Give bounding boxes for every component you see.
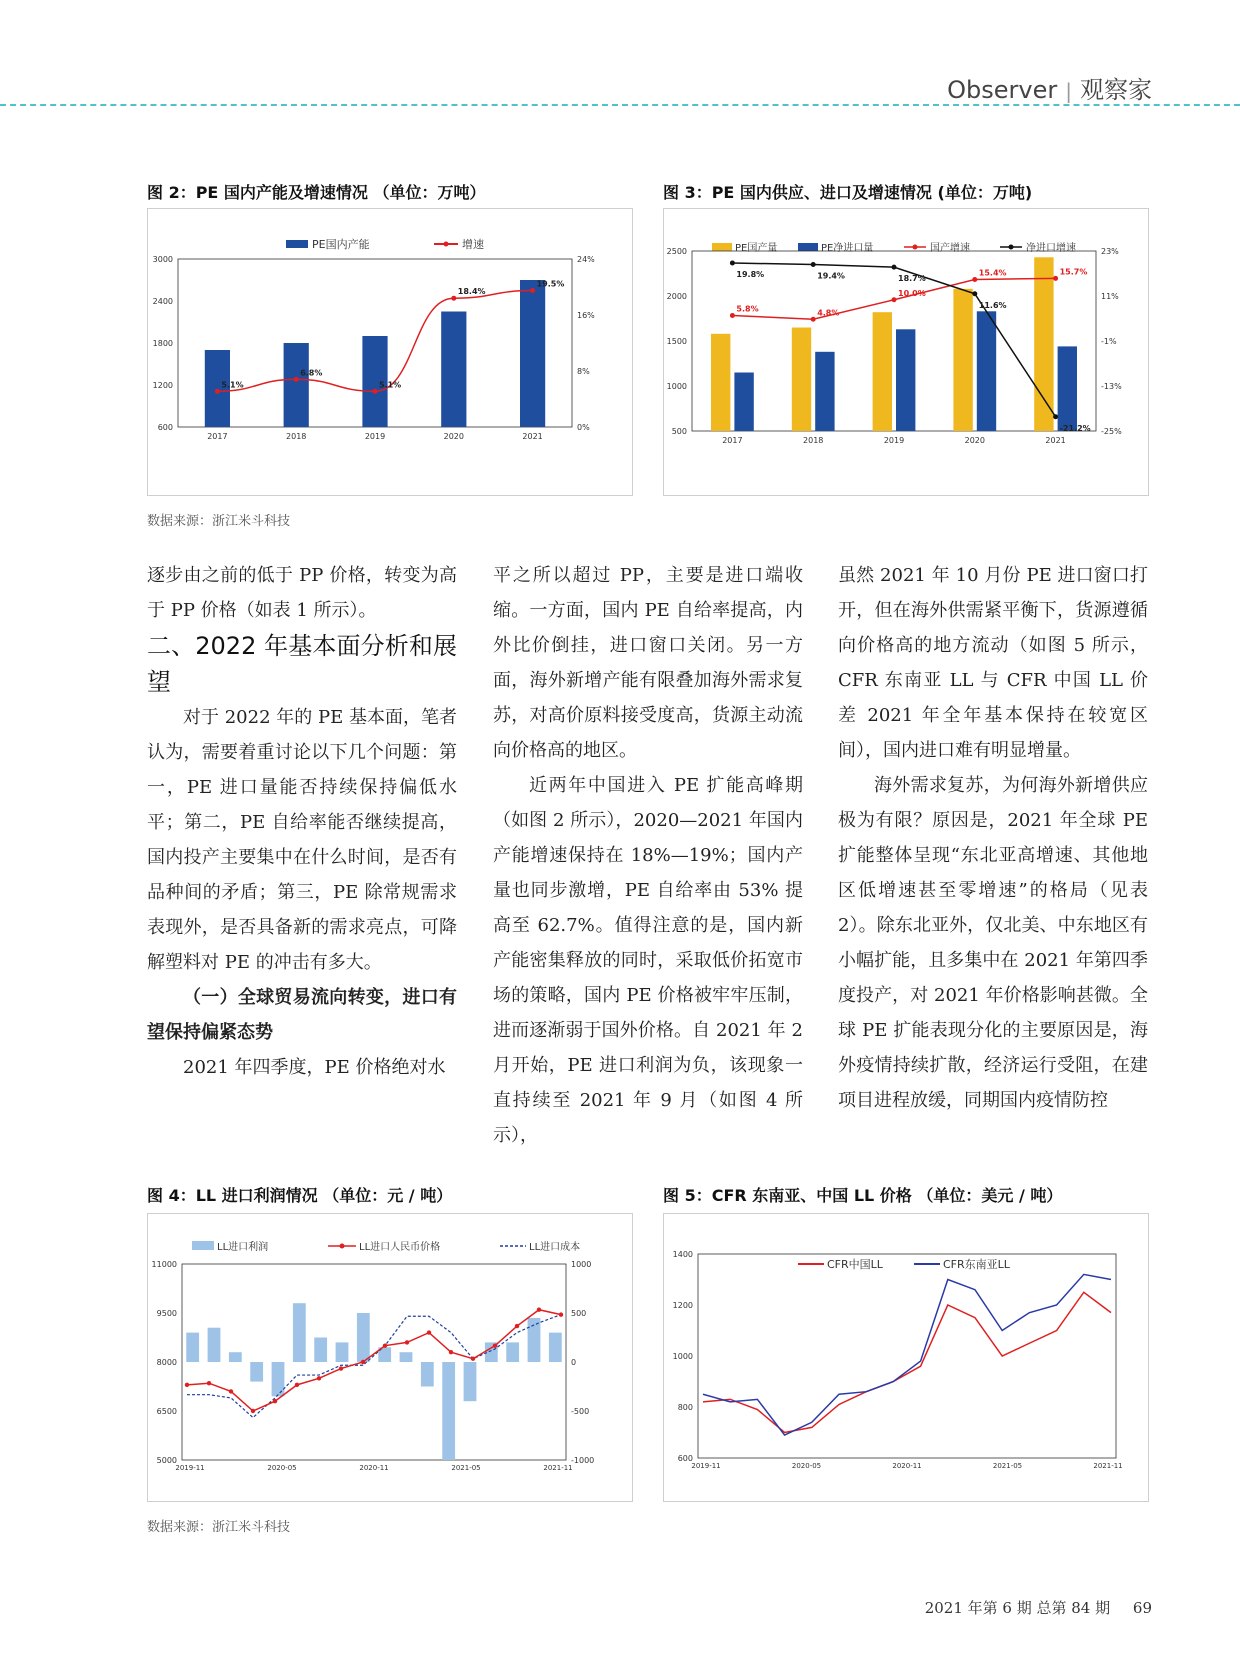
col3-paragraph-1: 虽然 2021 年 10 月份 PE 进口窗口打开，但在海外供需紧平衡下，货源遵循向价格高的地方流动（如图 5 所示，CFR 东南亚 LL 与 CFR 中国 LL 价差 2021 年全年基本保持在较宽区间），国内进口难有明显增量。 <box>838 565 1148 761</box>
point-LL进口人民币价格 <box>339 1366 343 1370</box>
y-tick-label: 1500 <box>666 337 687 346</box>
data-label: 18.7% <box>898 274 926 284</box>
fig4-legend-0: LL进口利润 <box>217 1242 269 1253</box>
y-tick-label: 600 <box>157 423 173 432</box>
y-tick-label: 1000 <box>672 1352 693 1361</box>
data-label: 19.5% <box>536 279 565 289</box>
data-label: 6.8% <box>300 368 323 378</box>
col3-paragraph-2: 海外需求复苏，为何海外新增供应极为有限？原因是，2021 年全球 PE 扩能整体呈现“东北亚高增速、其他地区低增速甚至零增速”的格局（见表 2）。除东北亚外，仅北美、中东地区有小幅扩能，且多集中在 2021 年第四季度投产，对 2021 年价格影响甚微。全球 PE 扩能表现分化的主要原因是，海外疫情持续扩散，经济运行受阻，在建项目进程放缓，同期国内疫情防控 <box>838 775 1148 1111</box>
page-number: 69 <box>1132 1599 1152 1617</box>
y2-tick-label: 0 <box>571 1358 577 1367</box>
bar-LL进口利润 <box>208 1328 221 1362</box>
y-tick-label: 8000 <box>156 1358 177 1367</box>
section-heading: 二、2022 年基本面分析和展望 <box>147 632 457 696</box>
point-国产增速 <box>972 277 977 282</box>
plot-frame <box>698 1254 1116 1458</box>
point-国产增速 <box>730 313 735 318</box>
bar-LL进口利润 <box>229 1352 242 1362</box>
y2-tick-label: 500 <box>571 1309 587 1318</box>
x-tick-label: 2017 <box>207 432 228 441</box>
point-净进口增速 <box>892 265 897 270</box>
y-tick-label: 2000 <box>666 292 687 301</box>
point-LL进口人民币价格 <box>449 1350 453 1354</box>
point-LL进口人民币价格 <box>361 1360 365 1364</box>
col2-paragraph-2: 近两年中国进入 PE 扩能高峰期（如图 2 所示），2020—2021 年国内产能增速保持在 18%—19%；国内产量也同步激增，PE 自给率由 53% 提高至 62.7%。值得注意的是，国内新产能密集释放的同时，采取低价拓宽市场的策略，国内 PE 价格被牢牢压制，进而逐渐弱于国外价格。自 2021 年 2 月开始，PE 进口利润为负，该现象一直持续至 2021 年 9 月（如图 4 所示）， <box>493 775 803 1146</box>
fig4-legend-2: LL进口成本 <box>529 1242 581 1253</box>
text-column-2 <box>493 558 803 1153</box>
y2-tick-label: 24% <box>577 255 595 264</box>
x-tick-label: 2017 <box>722 436 743 445</box>
y2-tick-label: 16% <box>577 311 595 320</box>
source-note-1: 数据来源：浙江米斗科技 <box>147 514 291 529</box>
bar-PE净进口量 <box>1058 346 1077 431</box>
y-tick-label: 11000 <box>151 1260 177 1269</box>
x-tick-label: 2018 <box>286 432 307 441</box>
fig5-chart <box>663 1213 1149 1502</box>
fig3-legend-3: 净进口增速 <box>1026 243 1076 254</box>
point-增速 <box>373 389 378 394</box>
y2-tick-label: 1000 <box>571 1260 592 1269</box>
col2-paragraph-1: 平之所以超过 PP，主要是进口端收缩。一方面，国内 PE 自给率提高，内外比价倒挂，进口窗口关闭。另一方面，海外新增产能有限叠加海外需求复苏，对高价原料接受度高，货源主动流向价格高的地区。 <box>493 565 803 761</box>
fig4-title: 图 4：LL 进口利润情况 （单位：元 / 吨） <box>147 1186 453 1205</box>
data-label: 10.0% <box>898 288 926 298</box>
data-label: 5.1% <box>221 380 244 390</box>
y-tick-label: 2400 <box>152 297 173 306</box>
point-净进口增速 <box>811 262 816 267</box>
bar-PE国产量 <box>873 312 892 431</box>
bar-LL进口利润 <box>250 1362 263 1382</box>
point-增速 <box>294 377 299 382</box>
col1-paragraph-3: 2021 年四季度，PE 价格绝对水 <box>183 1057 446 1078</box>
brand-cn: 观察家 <box>1080 76 1152 104</box>
bar-LL进口利润 <box>442 1362 455 1460</box>
data-label: 15.7% <box>1059 267 1088 277</box>
data-label: 15.4% <box>978 268 1007 278</box>
point-LL进口人民币价格 <box>493 1343 497 1347</box>
bar-LL进口利润 <box>549 1333 562 1362</box>
bar-PE国产量 <box>711 334 730 431</box>
bar-LL进口利润 <box>357 1313 370 1362</box>
point-LL进口人民币价格 <box>273 1399 277 1403</box>
x-tick-label: 2020-11 <box>359 1464 389 1472</box>
source-note-2: 数据来源：浙江米斗科技 <box>147 1520 291 1535</box>
col1-paragraph-2: 对于 2022 年的 PE 基本面，笔者认为，需要着重讨论以下几个问题：第一，PE 进口量能否持续保持偏低水平；第二，PE 自给率能否继续提高，国内投产主要集中在什么时间，是否有品种间的矛盾；第三，PE 除常规需求表现外，是否具备新的需求亮点，可降解塑料对 PE 的冲击有多大。 <box>147 707 457 973</box>
line-CFR东南亚LL <box>703 1274 1111 1435</box>
y2-tick-label: 11% <box>1101 292 1119 301</box>
header-divider <box>0 104 1240 106</box>
x-tick-label: 2021-05 <box>451 1464 481 1472</box>
point-LL进口人民币价格 <box>295 1383 299 1387</box>
bar-LL进口利润 <box>186 1333 199 1362</box>
fig2-chart <box>147 208 633 496</box>
fig3-legend-2: 国产增速 <box>930 243 970 254</box>
point-净进口增速 <box>730 261 735 266</box>
fig2-legend-swatch-bar <box>286 240 308 248</box>
bar-PE国内产能 <box>284 343 309 427</box>
point-LL进口人民币价格 <box>537 1308 541 1312</box>
y-tick-label: 800 <box>677 1403 693 1412</box>
y-tick-label: 1800 <box>152 339 173 348</box>
y2-tick-label: -1000 <box>571 1456 595 1465</box>
point-增速 <box>530 288 535 293</box>
y-tick-label: 1200 <box>152 381 173 390</box>
point-LL进口人民币价格 <box>559 1312 563 1316</box>
bar-LL进口利润 <box>272 1362 285 1396</box>
data-label: 19.8% <box>736 270 765 279</box>
fig5-legend-0: CFR中国LL <box>827 1258 883 1271</box>
issue-info: 2021 年第 6 期 总第 84 期 <box>924 1599 1111 1617</box>
bar-LL进口利润 <box>421 1362 434 1387</box>
header-brand: Observer | 观察家 <box>947 76 1152 104</box>
point-LL进口人民币价格 <box>427 1330 431 1334</box>
bar-LL进口利润 <box>314 1338 327 1363</box>
point-LL进口人民币价格 <box>317 1376 321 1380</box>
x-tick-label: 2020 <box>964 436 985 445</box>
y2-tick-label: 0% <box>577 423 590 432</box>
x-tick-label: 2020-11 <box>892 1462 922 1470</box>
point-LL进口人民币价格 <box>515 1324 519 1328</box>
y-tick-label: 9500 <box>156 1309 177 1318</box>
bar-PE净进口量 <box>734 373 753 432</box>
x-tick-label: 2019-11 <box>175 1464 205 1472</box>
y-tick-label: 600 <box>677 1454 693 1463</box>
data-label: 5.8% <box>736 304 759 314</box>
x-tick-label: 2019 <box>364 432 386 441</box>
x-tick-label: 2020 <box>443 432 464 441</box>
y2-tick-label: 23% <box>1101 247 1119 256</box>
fig2-legend-bar: PE国内产能 <box>312 238 370 251</box>
point-LL进口人民币价格 <box>405 1340 409 1344</box>
fig3-chart <box>663 208 1149 496</box>
line-CFR中国LL <box>703 1292 1111 1432</box>
point-LL进口人民币价格 <box>207 1381 211 1385</box>
point-净进口增速 <box>1053 414 1058 419</box>
data-label: 5.1% <box>379 380 402 390</box>
y2-tick-label: -1% <box>1101 337 1117 346</box>
data-label: -21.2% <box>1059 423 1091 433</box>
y-tick-label: 6500 <box>156 1407 177 1416</box>
bar-PE净进口量 <box>815 352 834 431</box>
fig2-svg <box>148 209 632 495</box>
bar-LL进口利润 <box>506 1342 519 1362</box>
bar-LL进口利润 <box>528 1318 541 1362</box>
fig3-legend-0: PE国产量 <box>735 243 778 254</box>
line-净进口增速 <box>732 263 1055 417</box>
point-国产增速 <box>811 317 816 322</box>
y2-tick-label: -25% <box>1101 427 1122 436</box>
bar-PE国内产能 <box>520 280 545 427</box>
page-footer <box>925 1597 1152 1618</box>
point-增速 <box>215 389 220 394</box>
y2-tick-label: -500 <box>571 1407 590 1416</box>
point-LL进口人民币价格 <box>471 1357 475 1361</box>
bar-LL进口利润 <box>464 1362 477 1401</box>
line-LL进口人民币价格 <box>187 1310 561 1411</box>
x-tick-label: 2021 <box>1045 436 1066 445</box>
point-净进口增速 <box>972 291 977 296</box>
fig3-svg <box>664 209 1148 495</box>
bar-PE国产量 <box>953 289 972 431</box>
bar-PE净进口量 <box>977 311 996 431</box>
x-tick-label: 2021-11 <box>1093 1462 1123 1470</box>
x-tick-label: 2021 <box>522 432 543 441</box>
y-tick-label: 1400 <box>672 1250 693 1259</box>
x-tick-label: 2020-05 <box>791 1462 822 1470</box>
fig5-title: 图 5：CFR 东南亚、中国 LL 价格 （单位：美元 / 吨） <box>663 1186 1063 1205</box>
point-LL进口人民币价格 <box>251 1409 255 1413</box>
fig4-svg <box>148 1214 632 1501</box>
point-增速 <box>451 296 456 301</box>
y-tick-label: 2500 <box>666 247 687 256</box>
y-tick-label: 1000 <box>666 382 687 391</box>
brand-en: Observer <box>947 76 1058 104</box>
fig4-chart <box>147 1213 633 1502</box>
y2-tick-label: 8% <box>577 367 590 376</box>
y-tick-label: 5000 <box>156 1456 177 1465</box>
fig2-title: 图 2：PE 国内产能及增速情况 （单位：万吨） <box>147 183 486 202</box>
y-tick-label: 500 <box>671 427 687 436</box>
col1-paragraph-1: 逐步由之前的低于 PP 价格，转变为高于 PP 价格（如表 1 所示）。 <box>147 565 457 621</box>
point-LL进口人民币价格 <box>229 1389 233 1393</box>
bar-LL进口利润 <box>293 1303 306 1362</box>
point-LL进口人民币价格 <box>383 1343 387 1347</box>
fig3-title: 图 3：PE 国内供应、进口及增速情况 (单位：万吨) <box>663 183 1033 202</box>
bar-PE国产量 <box>792 328 811 432</box>
y-tick-label: 3000 <box>152 255 173 264</box>
fig3-legend-1: PE净进口量 <box>821 243 874 254</box>
point-国产增速 <box>892 297 897 302</box>
fig5-svg <box>664 1214 1148 1501</box>
fig4-legend-1: LL进口人民币价格 <box>359 1242 441 1253</box>
point-LL进口人民币价格 <box>185 1383 189 1387</box>
fig5-legend-1: CFR东南亚LL <box>943 1258 1010 1271</box>
data-label: 4.8% <box>817 308 840 318</box>
bar-PE净进口量 <box>896 329 915 431</box>
x-tick-label: 2019-11 <box>691 1462 721 1470</box>
point-国产增速 <box>1053 276 1058 281</box>
x-tick-label: 2019 <box>883 436 905 445</box>
bar-PE国内产能 <box>441 312 466 428</box>
bar-LL进口利润 <box>336 1342 349 1362</box>
fig2-legend-line: 增速 <box>462 238 484 251</box>
bar-LL进口利润 <box>400 1352 413 1362</box>
text-column-1 <box>147 558 457 1085</box>
x-tick-label: 2021-11 <box>543 1464 573 1472</box>
subsection-heading: （一）全球贸易流向转变，进口有望保持偏紧态势 <box>147 987 457 1043</box>
data-label: 19.4% <box>817 271 845 281</box>
x-tick-label: 2018 <box>803 436 824 445</box>
data-label: 18.4% <box>457 287 486 297</box>
data-label: 11.6% <box>978 300 1007 310</box>
bar-PE国产量 <box>1034 257 1053 431</box>
y-tick-label: 1200 <box>672 1301 693 1310</box>
x-tick-label: 2021-05 <box>992 1462 1023 1470</box>
x-tick-label: 2020-05 <box>267 1464 297 1472</box>
text-column-3 <box>838 558 1148 1118</box>
y2-tick-label: -13% <box>1101 382 1122 391</box>
